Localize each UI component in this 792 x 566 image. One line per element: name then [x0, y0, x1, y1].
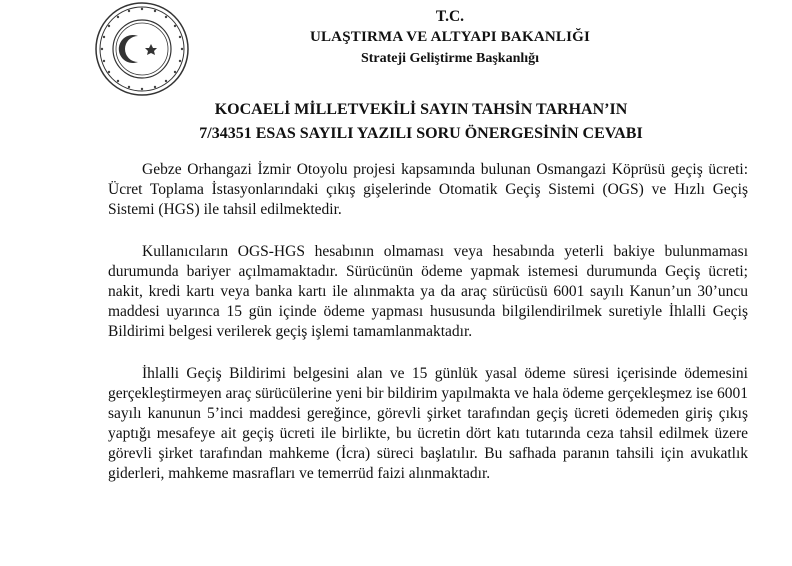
paragraph: İhlalli Geçiş Bildirimi belgesini alan ve 15 günlük yasal ödeme süresi içerisinde ödemesini gerçekleştirmeyen araç sürücülerine yeni bir bildirim yapılmakta ve hala ödeme gerçekleşmez ise 6001 sayılı kanunun 5’inci maddesi gereğince, görevli şirket tarafından geçiş ücreti ödemeden giriş çıkış yaptığı mesafeye ait geçiş ücreti ile birlikte, bu ücretin dört katı tutarında ceza tahsil edilmek üzere görevli şirket tarafından mahkeme (İcra) süreci başlatılır. Bu safhada paranın tahsili için avukatlık giderleri, mahkeme masrafları ve temerrüd faizi alınmaktadır.: [108, 365, 748, 482]
title-line-2: 7/34351 ESAS SAYILI YAZILI SORU ÖNERGESİNİN CEVABI: [199, 125, 643, 142]
document-body: [108, 160, 748, 506]
document-title: [60, 98, 782, 146]
ministry-name: ULAŞTIRMA VE ALTYAPI BAKANLIĞI: [309, 29, 591, 45]
country-abbrev: T.C.: [435, 8, 465, 25]
department-name: Strateji Geliştirme Başkanlığı: [360, 51, 540, 66]
paragraph: Gebze Orhangazi İzmir Otoyolu projesi kapsamında bulunan Osmangazi Köprüsü geçiş ücreti: Ücret Toplama İstasyonlarındaki çıkış gişelerinde Otomatik Geçiş Sistemi (OGS) ve Hızlı Geçiş Sistemi (HGS) ile tahsil edilmektedir.: [108, 161, 748, 218]
paragraph: Kullanıcıların OGS-HGS hesabının olmaması veya hesabında yeterli bakiye bulunmaması durumunda bariyer açılmamaktadır. Sürücünün ödeme yapmak istemesi durumunda Geçiş ücreti; nakit, kredi kartı veya banka kartı ile alınmakta ya da araç sürücüsü 6001 sayılı Kanun’un 30’uncu maddesi uyarınca 15 gün içinde ödeme yapması hususunda bilgilendirilmek suretiyle İhlalli Geçiş Bildirimi belgesi verilerek geçiş işlemi tamamlanmaktadır.: [108, 243, 748, 340]
letterhead: [230, 6, 670, 69]
title-line-1: KOCAELİ MİLLETVEKİLİ SAYIN TAHSİN TARHAN’IN: [214, 101, 628, 118]
ministry-seal-logo: [93, 0, 191, 98]
